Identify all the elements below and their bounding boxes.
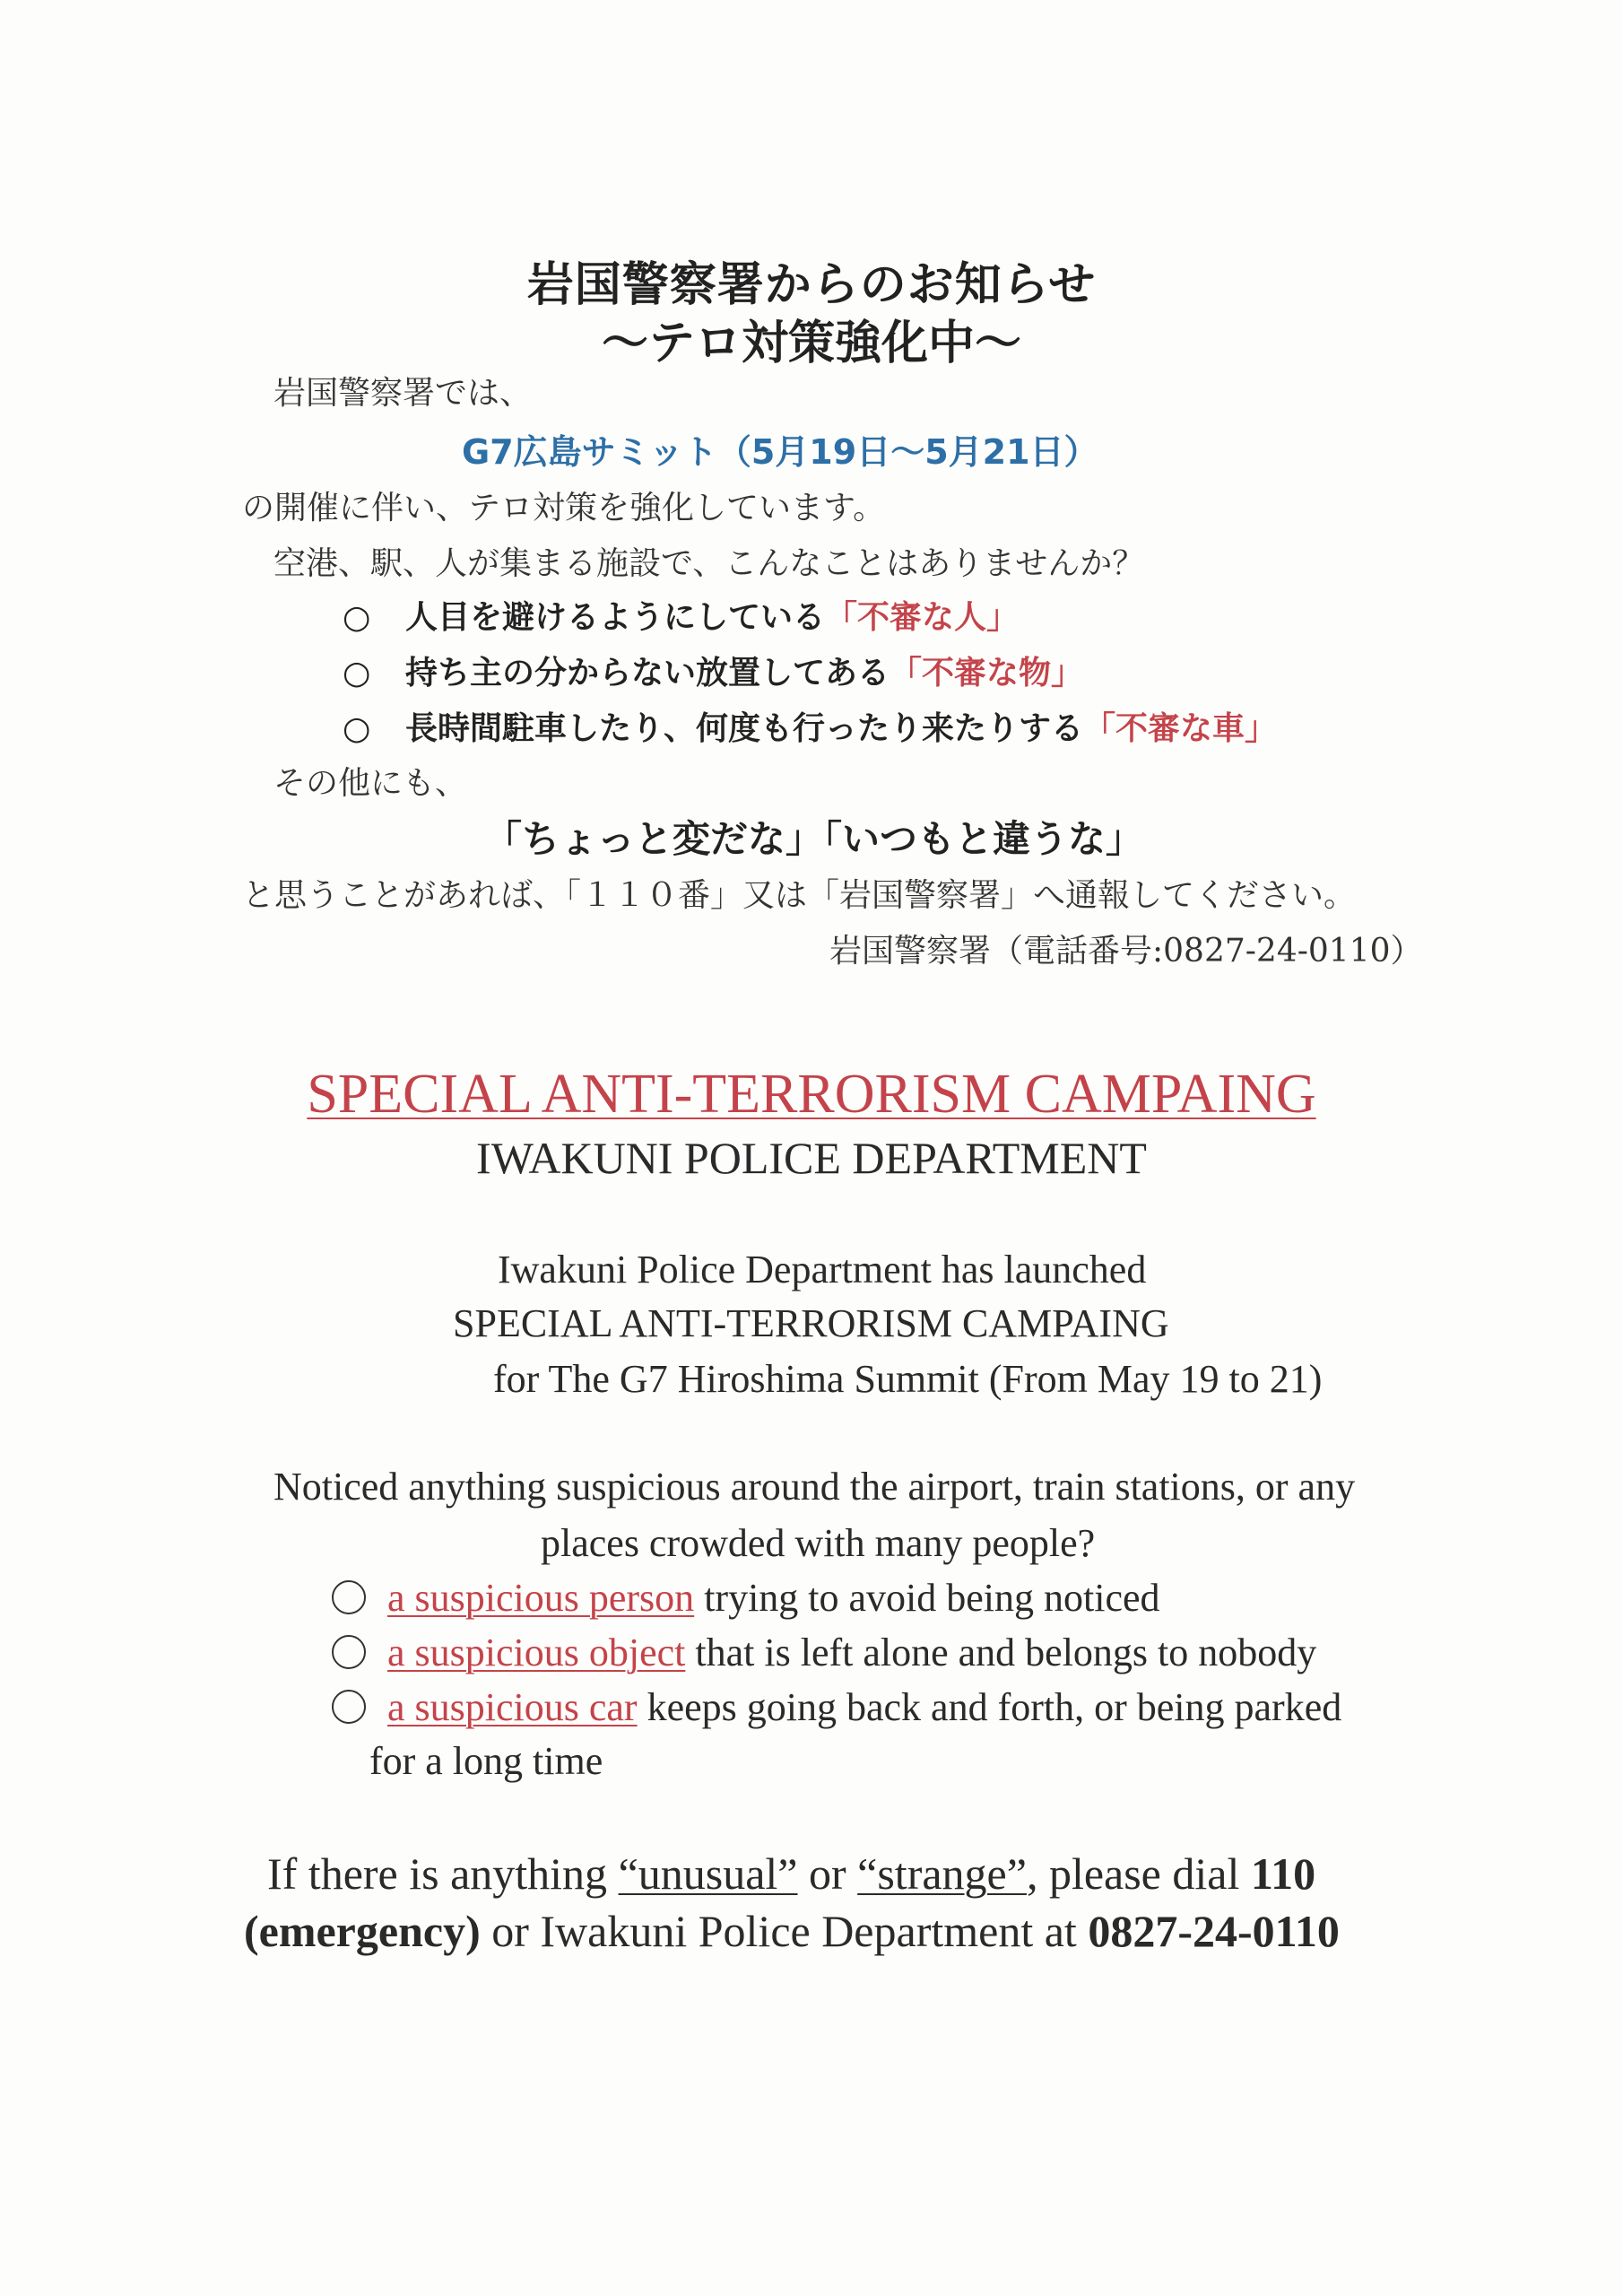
en-final-line-1 (267, 1848, 1315, 1900)
en-launch-line-2: SPECIAL ANTI-TERRORISM CAMPAING (453, 1301, 1169, 1345)
jp-other: その他にも、 (273, 765, 468, 802)
circle-bullet-icon (332, 1690, 366, 1724)
jp-bullet-text: 長時間駐車したり、何度も行ったり来たりする (405, 710, 1084, 747)
jp-bullet-3 (343, 703, 1277, 749)
en-bullet-emph: a suspicious person (387, 1576, 695, 1620)
en-launch-line-1: Iwakuni Police Department has launched (498, 1248, 1147, 1292)
jp-intro: 岩国警察署では、 (273, 375, 533, 412)
final-110: 110 (1250, 1848, 1316, 1899)
jp-report: と思うことがあれば、「１１０番」又は「岩国警察署」へ通報してください。 (242, 877, 1357, 914)
en-bullet-text: trying to avoid being noticed (694, 1576, 1160, 1620)
final-phone: 0827-24-0110 (1088, 1906, 1340, 1956)
circle-bullet-icon: ○ (343, 710, 371, 747)
jp-contact: 岩国警察署（電話番号:0827-24-0110） (829, 933, 1423, 970)
jp-bullet-emph: 「不審な物」 (890, 655, 1084, 691)
jp-question: 空港、駅、人が集まる施設で、こんなことはありませんか？ (273, 545, 1145, 582)
jp-phrase: 「ちょっと変だな」「いつもと違うな」 (484, 817, 1144, 861)
jp-bullet-text: 人目を避けるようにしている (405, 599, 826, 636)
final-text: , please dial (1026, 1848, 1251, 1899)
final-strange: “strange” (857, 1848, 1027, 1899)
jp-event: G7広島サミット（5月19日〜5月21日） (462, 432, 1098, 472)
en-heading: SPECIAL ANTI-TERRORISM CAMPAING (307, 1064, 1316, 1125)
final-unusual: “unusual” (618, 1848, 798, 1899)
jp-bullet-emph: 「不審な人」 (825, 599, 1020, 636)
jp-line1: の開催に伴い、テロ対策を強化しています。 (242, 490, 886, 526)
final-text: or (797, 1848, 858, 1899)
en-bullet-1 (332, 1575, 1160, 1621)
en-bullet-emph: a suspicious car (387, 1685, 638, 1729)
en-final-line-2 (244, 1905, 1340, 1957)
jp-bullet-1 (343, 592, 1019, 638)
circle-bullet-icon: ○ (343, 655, 371, 691)
jp-subtitle: 〜テロ対策強化中〜 (601, 317, 1021, 370)
jp-bullet-text: 持ち主の分からない放置してある (405, 655, 890, 691)
en-launch-line-3: for The G7 Hiroshima Summit (From May 19 to 21) (493, 1357, 1323, 1401)
circle-bullet-icon: ○ (343, 599, 371, 636)
en-bullet-3-continued: for a long time (369, 1739, 603, 1783)
final-emergency: (emergency) (244, 1906, 481, 1956)
en-bullet-2 (332, 1630, 1316, 1675)
en-question-line-2: places crowded with many people? (541, 1521, 1096, 1565)
jp-bullet-2 (343, 648, 1083, 693)
en-bullet-emph: a suspicious object (387, 1631, 686, 1674)
en-bullet-text: that is left alone and belongs to nobody (685, 1631, 1317, 1674)
en-subheading: IWAKUNI POLICE DEPARTMENT (476, 1133, 1147, 1183)
final-text: If there is anything (267, 1848, 619, 1899)
jp-bullet-emph: 「不審な車」 (1083, 710, 1278, 747)
jp-title: 岩国警察署からのお知らせ (526, 258, 1097, 312)
en-bullet-3 (332, 1684, 1341, 1730)
final-text: or Iwakuni Police Department at (480, 1906, 1089, 1956)
en-bullet-text: keeps going back and forth, or being parked (637, 1685, 1342, 1729)
en-question-line-1: Noticed anything suspicious around the airport, train stations, or any (273, 1465, 1356, 1509)
circle-bullet-icon (332, 1635, 366, 1669)
circle-bullet-icon (332, 1580, 366, 1614)
